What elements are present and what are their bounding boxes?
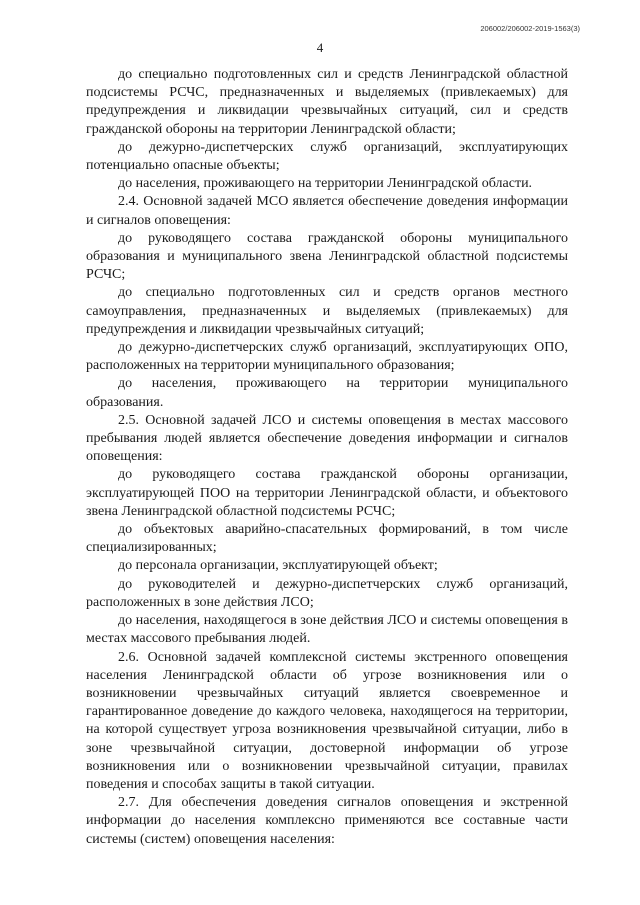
paragraph: 2.7. Для обеспечения доведения сигналов оповещения и экстренной информации до населения комплексно применяются все составные части системы (систем) оповещения населения:: [86, 795, 568, 847]
paragraph: до дежурно-диспетчерских служб организаций, эксплуатирующих ОПО, расположенных на территории муниципального образования;: [86, 340, 568, 374]
paragraph: 2.6. Основной задачей комплексной системы экстренного оповещения населения Ленинградской области об угрозе возникновения или о возникновении чрезвычайных ситуаций является своевременное и гарантированное доведение до каждого человека, находящегося на территории, на которой существует угроза возникновения чрезвычайной ситуации, либо в зоне чрезвычайной ситуации, достоверной информации об угрозе возникновения или о возникновении чрезвычайной ситуации, правилах поведения и способах защиты в такой ситуации.: [86, 649, 568, 792]
paragraph: до руководящего состава гражданской обороны организации, эксплуатирующей ПОО на территории Ленинградской области, и объектового звена Ленинградской областной подсистемы РСЧС;: [86, 467, 568, 519]
page-number: 4: [316, 40, 324, 55]
paragraph: 2.5. Основной задачей ЛСО и системы оповещения в местах массового пребывания людей является обеспечение доведения информации и сигналов оповещения:: [86, 412, 568, 465]
document-body: [86, 66, 568, 849]
paragraph: до населения, проживающего на территории Ленинградской области.: [118, 176, 533, 192]
paragraph: до объектовых аварийно-спасательных формирований, в том числе специализированных;: [86, 522, 568, 556]
paragraph: до населения, проживающего на территории муниципального образования.: [86, 376, 568, 410]
paragraph: до персонала организации, эксплуатирующей объект;: [118, 558, 438, 574]
document-id: 206002/206002-2019-1563(3): [480, 24, 580, 33]
paragraph: до специально подготовленных сил и средств Ленинградской областной подсистемы РСЧС, предназначенных и выделяемых (привлекаемых) для предупреждения и ликвидации чрезвычайных ситуаций, сил и средств гражданской обороны на территории Ленинградской области;: [86, 67, 568, 137]
paragraph: до руководителей и дежурно-диспетчерских служб организаций, расположенных в зоне действия ЛСО;: [86, 576, 568, 610]
paragraph: до специально подготовленных сил и средств органов местного самоуправления, предназначенных и выделяемых (привлекаемых) для предупреждения и ликвидации чрезвычайных ситуаций;: [86, 285, 568, 337]
paragraph: до населения, находящегося в зоне действия ЛСО и системы оповещения в местах массового пребывания людей.: [86, 613, 568, 647]
paragraph: до руководящего состава гражданской обороны муниципального образования и муниципального звена Ленинградской областной подсистемы РСЧС;: [86, 230, 568, 283]
paragraph: 2.4. Основной задачей МСО является обеспечение доведения информации и сигналов оповещения:: [86, 194, 568, 228]
paragraph: до дежурно-диспетчерских служб организаций, эксплуатирующих потенциально опасные объекты;: [86, 139, 568, 174]
